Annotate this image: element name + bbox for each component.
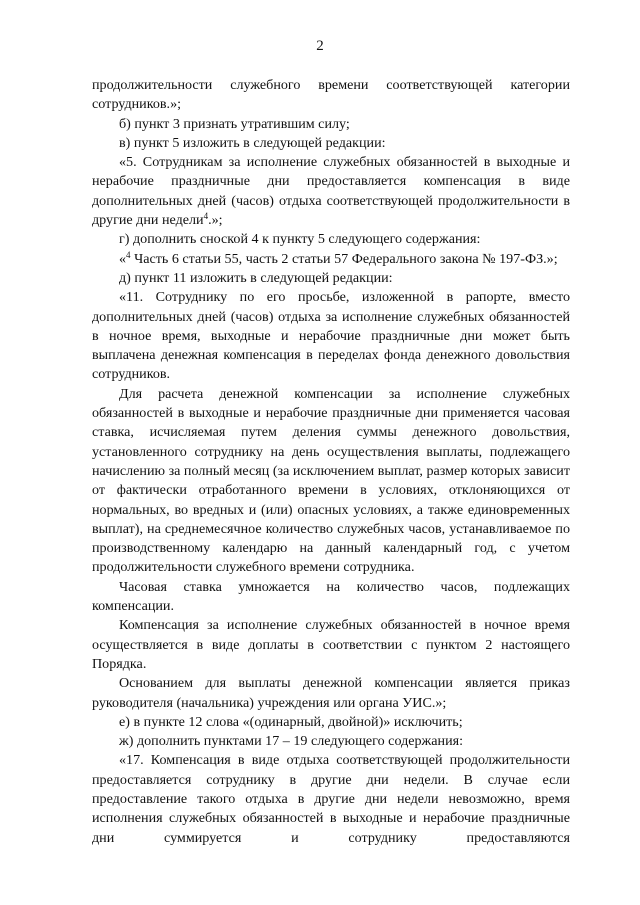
footnote-marker: 4 <box>203 211 209 222</box>
paragraph: «5. Сотрудникам за исполнение служебных обязанностей в выходные и нерабочие праздничные дни предоставляется компенсация в виде дополнительных дней (часов) отдыха соответствующей продолжительности в другие дни недели$^4$.»; <box>92 154 570 229</box>
footnote-marker: 4 <box>126 249 131 260</box>
paragraph: продолжительности служебного времени соответствующей категории сотрудников.»; <box>92 77 570 113</box>
paragraph: Компенсация за исполнение служебных обязанностей в ночное время осуществляется в виде доплаты в соответствии с пунктом 2 настоящего Порядка. <box>92 617 570 672</box>
paragraph: «17. Компенсация в виде отдыха соответствующей продолжительности предоставляется сотруднику в другие дни недели. В случае если предоставление такого отдыха в другие дни недели невозможно, время исполнения служебных обязанностей в выходные и нерабочие праздничные дни суммируется и сотруднику предоставляются <box>92 752 570 846</box>
paragraph: б) пункт 3 признать утратившим силу; <box>119 115 350 132</box>
document-body <box>92 76 570 848</box>
paragraph: Основанием для выплаты денежной компенсации является приказ руководителя (начальника) учреждения или органа УИС.»; <box>92 675 570 711</box>
paragraph: ж) дополнить пунктами 17 – 19 следующего содержания: <box>119 733 464 750</box>
paragraph: е) в пункте 12 слова «(одинарный, двойной)» исключить; <box>119 713 463 730</box>
paragraph: д) пункт 11 изложить в следующей редакции: <box>119 269 393 286</box>
paragraph: Для расчета денежной компенсации за исполнение служебных обязанностей в выходные и нерабочие праздничные дни применяется часовая ставка, исчисляемая путем деления суммы денежного довольствия, установленного сотруднику на день осуществления выплаты, подлежащего начислению за полный месяц (за исключением выплат, размер которых зависит от фактически отработанного времени в условиях, отклоняющихся от нормальных, во вредных и (или) опасных условиях, а также единовременных выплат), на среднемесячное количество служебных часов, устанавливаемое по производственному календарю на данный календарный год, с учетом продолжительности служебного времени сотрудника. <box>92 385 570 576</box>
page-number: 2 <box>316 38 324 54</box>
paragraph: г) дополнить сноской 4 к пункту 5 следующего содержания: <box>119 231 481 248</box>
paragraph: Часовая ставка умножается на количество часов, подлежащих компенсации. <box>92 578 570 615</box>
paragraph: в) пункт 5 изложить в следующей редакции: <box>119 134 386 151</box>
paragraph: «$^4$ Часть 6 статьи 55, часть 2 статьи 57 Федерального закона № 197-ФЗ.»; <box>119 249 558 267</box>
paragraph: «11. Сотруднику по его просьбе, изложенной в рапорте, вместо дополнительных дней (часов) отдыха за исполнение служебных обязанностей в ночное время, выходные и нерабочие праздничные дни может быть выплачена денежная компенсация в переделах фонда денежного довольствия сотрудников. <box>92 289 570 383</box>
